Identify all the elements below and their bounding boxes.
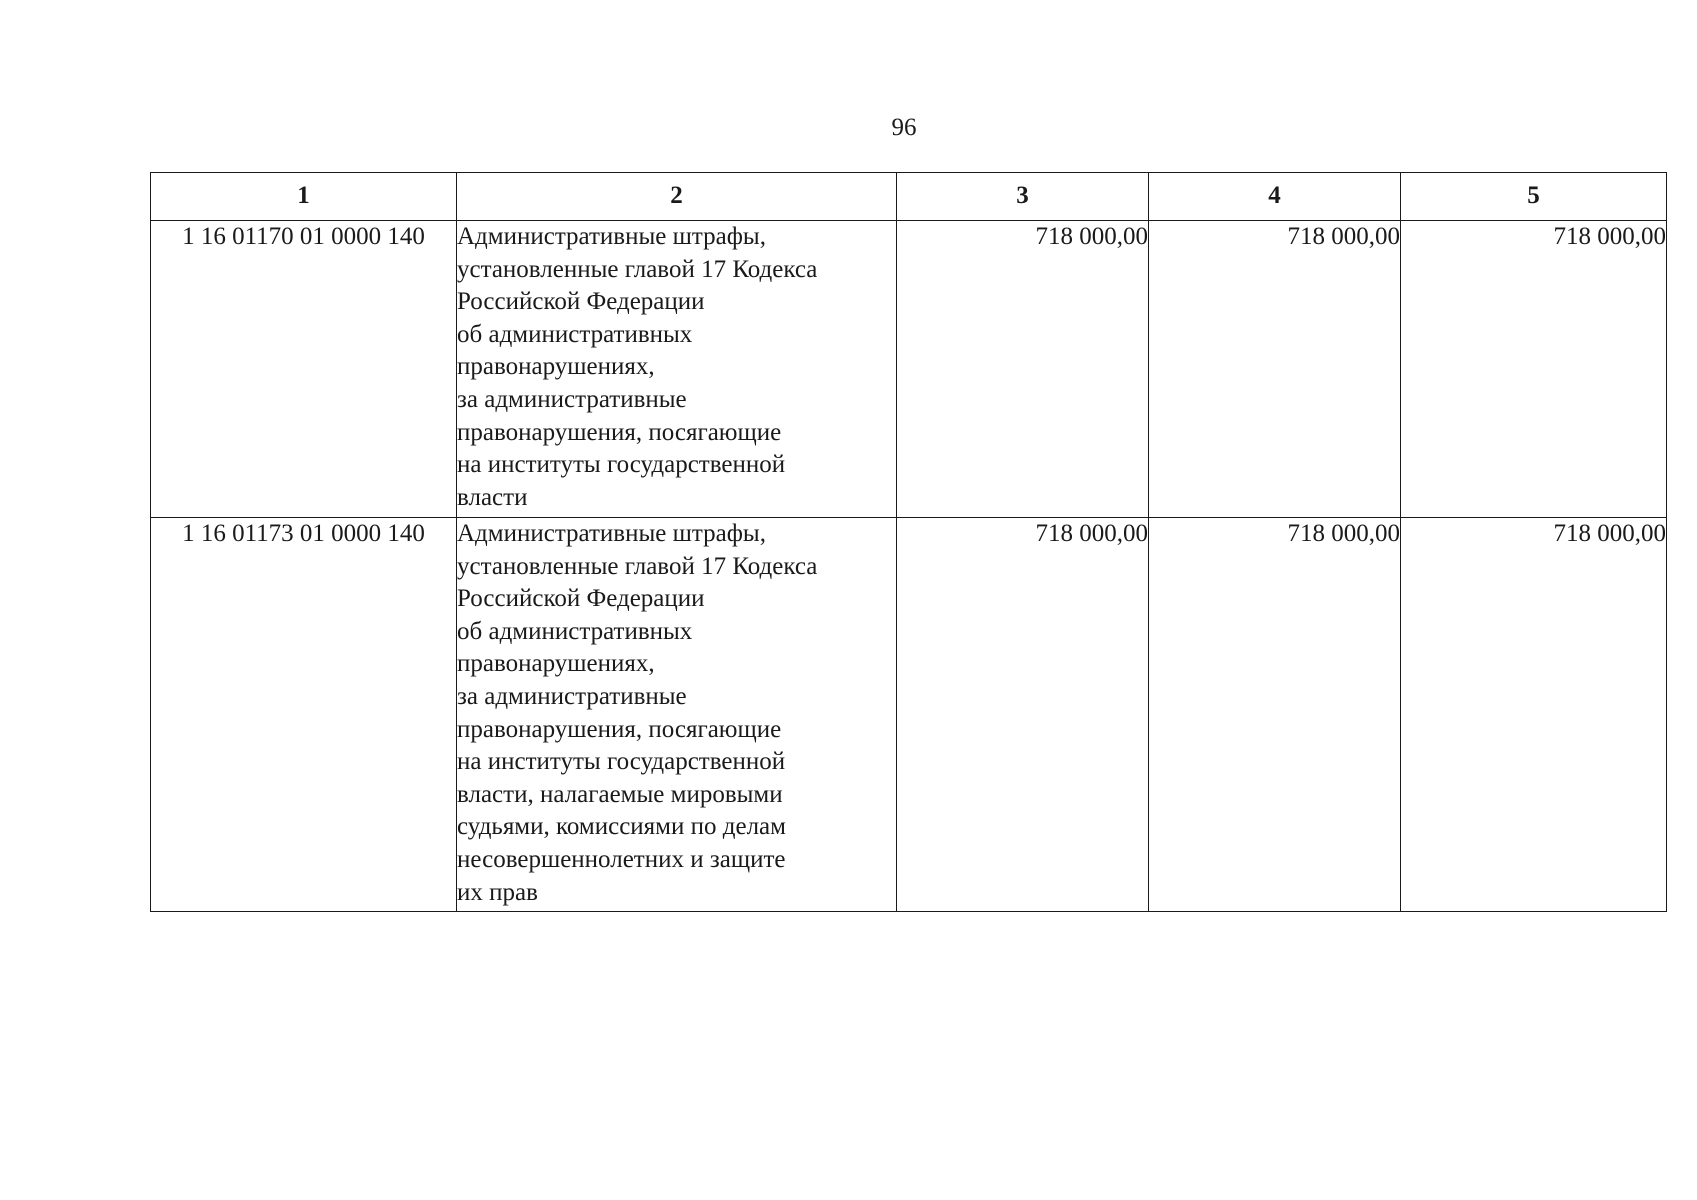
table-row: [151, 518, 1667, 912]
description-line: Административные штрафы,: [457, 520, 766, 547]
column-header-5: 5: [1401, 173, 1667, 221]
description-line: правонарушения, посягающие: [457, 418, 782, 446]
amount-cell-col3: 718 000,00: [897, 221, 1149, 518]
budget-table: [150, 172, 1667, 912]
description-line: на институты государственной: [457, 748, 786, 776]
description-line: установленные главой 17 Кодекса: [457, 552, 818, 580]
column-header-4: 4: [1149, 173, 1401, 221]
table-header-row: [151, 173, 1667, 221]
budget-code-cell: 1 16 01173 01 0000 140: [151, 518, 457, 912]
amount-cell-col5: 718 000,00: [1401, 518, 1667, 912]
column-header-1: 1: [151, 173, 457, 221]
page-number: 96: [891, 114, 917, 141]
column-header-3: 3: [897, 173, 1149, 221]
budget-code-cell: 1 16 01170 01 0000 140: [151, 221, 457, 518]
description-line: на институты государственной: [457, 451, 786, 479]
description-line: власти: [457, 483, 528, 511]
description-line: за административные: [457, 385, 687, 413]
description-line: власти, налагаемые мировыми: [457, 780, 783, 808]
description-line: об административных: [457, 617, 693, 645]
description-line: несовершеннолетних и защите: [457, 845, 786, 873]
description-line: Административные штрафы,: [457, 223, 766, 250]
description-line: правонарушения, посягающие: [457, 715, 782, 743]
description-line: за административные: [457, 682, 687, 710]
description-line: правонарушениях,: [457, 650, 655, 678]
description-line: их прав: [457, 878, 538, 906]
amount-cell-col5: 718 000,00: [1401, 221, 1667, 518]
description-line: Российской Федерации: [457, 288, 705, 316]
description-line: установленные главой 17 Кодекса: [457, 255, 818, 283]
description-line: Российской Федерации: [457, 585, 705, 613]
table-row: [151, 221, 1667, 518]
description-line: об административных: [457, 320, 693, 348]
column-header-2: 2: [457, 173, 897, 221]
amount-cell-col4: 718 000,00: [1149, 221, 1401, 518]
amount-cell-col4: 718 000,00: [1149, 518, 1401, 912]
description-cell: [457, 518, 897, 912]
description-line: правонарушениях,: [457, 353, 655, 381]
amount-cell-col3: 718 000,00: [897, 518, 1149, 912]
description-cell: [457, 221, 897, 518]
description-line: судьями, комиссиями по делам: [457, 813, 786, 841]
